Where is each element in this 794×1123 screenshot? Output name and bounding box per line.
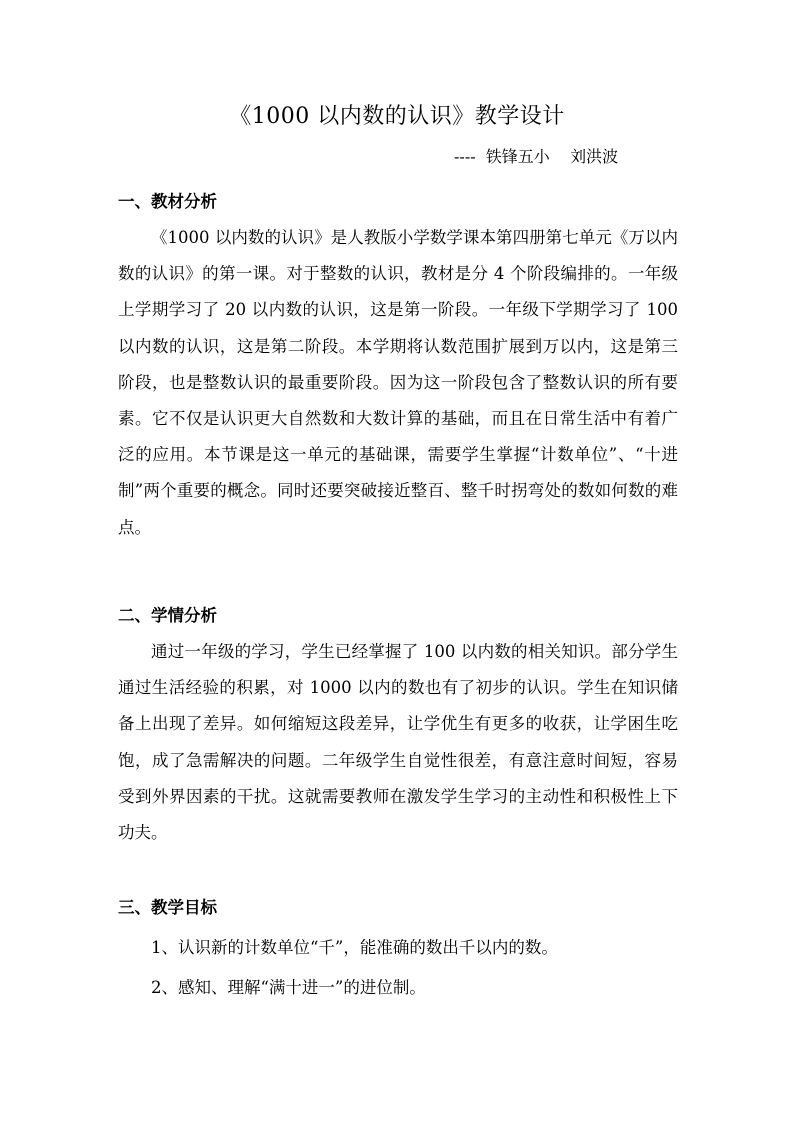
section-student-analysis <box>118 604 678 851</box>
section-paragraph: 通过一年级的学习，学生已经掌握了 100 以内数的相关知识。部分学生通过生活经验的积累，对 1000 以内的数也有了初步的认识。学生在知识储备上出现了差异。如何缩短这段差异，让学优生有更多的收获，让学困生吃饱，成了急需解决的问题。二年级学生自觉性很差，有意注意时间短，容易受到外界因素的干扰。这就需要教师在激发学生学习的主动性和积极性上下功夫。 <box>118 642 678 843</box>
objective-item: 2、感知、理解“满十进一”的进位制。 <box>151 978 426 997</box>
section-teaching-objectives <box>118 896 678 1000</box>
objective-item: 1、认识新的计数单位“千”，能准确的数出千以内的数。 <box>151 938 558 957</box>
section-textbook-analysis <box>118 190 678 546</box>
section-heading: 二、学情分析 <box>118 606 217 625</box>
section-heading: 一、教材分析 <box>118 192 217 211</box>
document-title: 《1000 以内数的认识》教学设计 <box>229 104 565 129</box>
section-paragraph: 《1000 以内数的认识》是人教版小学数学课本第四册第七单元《万以内数的认识》的第一课。对于整数的认识，教材是分 4 个阶段编排的。一年级上学期学习了 20 以内数的认识，这是第一阶段。一年级下学期学习了 100 以内数的认识，这是第二阶段。本学期将认数范围扩展到万以内，这是第三阶段，也是整数认识的最重要阶段。因为这一阶段包含了整数认识的所有要素。它不仅是认识更大自然数和大数计算的基础，而且在日常生活中有着广泛的应用。本节课是这一单元的基础课，需要学生掌握“计数单位”、“十进制”两个重要的概念。同时还要突破接近整百、整千时拐弯处的数如何数的难点。 <box>118 228 678 537</box>
section-heading: 三、教学目标 <box>118 898 217 917</box>
author-line: ---- 铁锋五小 刘洪波 <box>454 147 619 166</box>
